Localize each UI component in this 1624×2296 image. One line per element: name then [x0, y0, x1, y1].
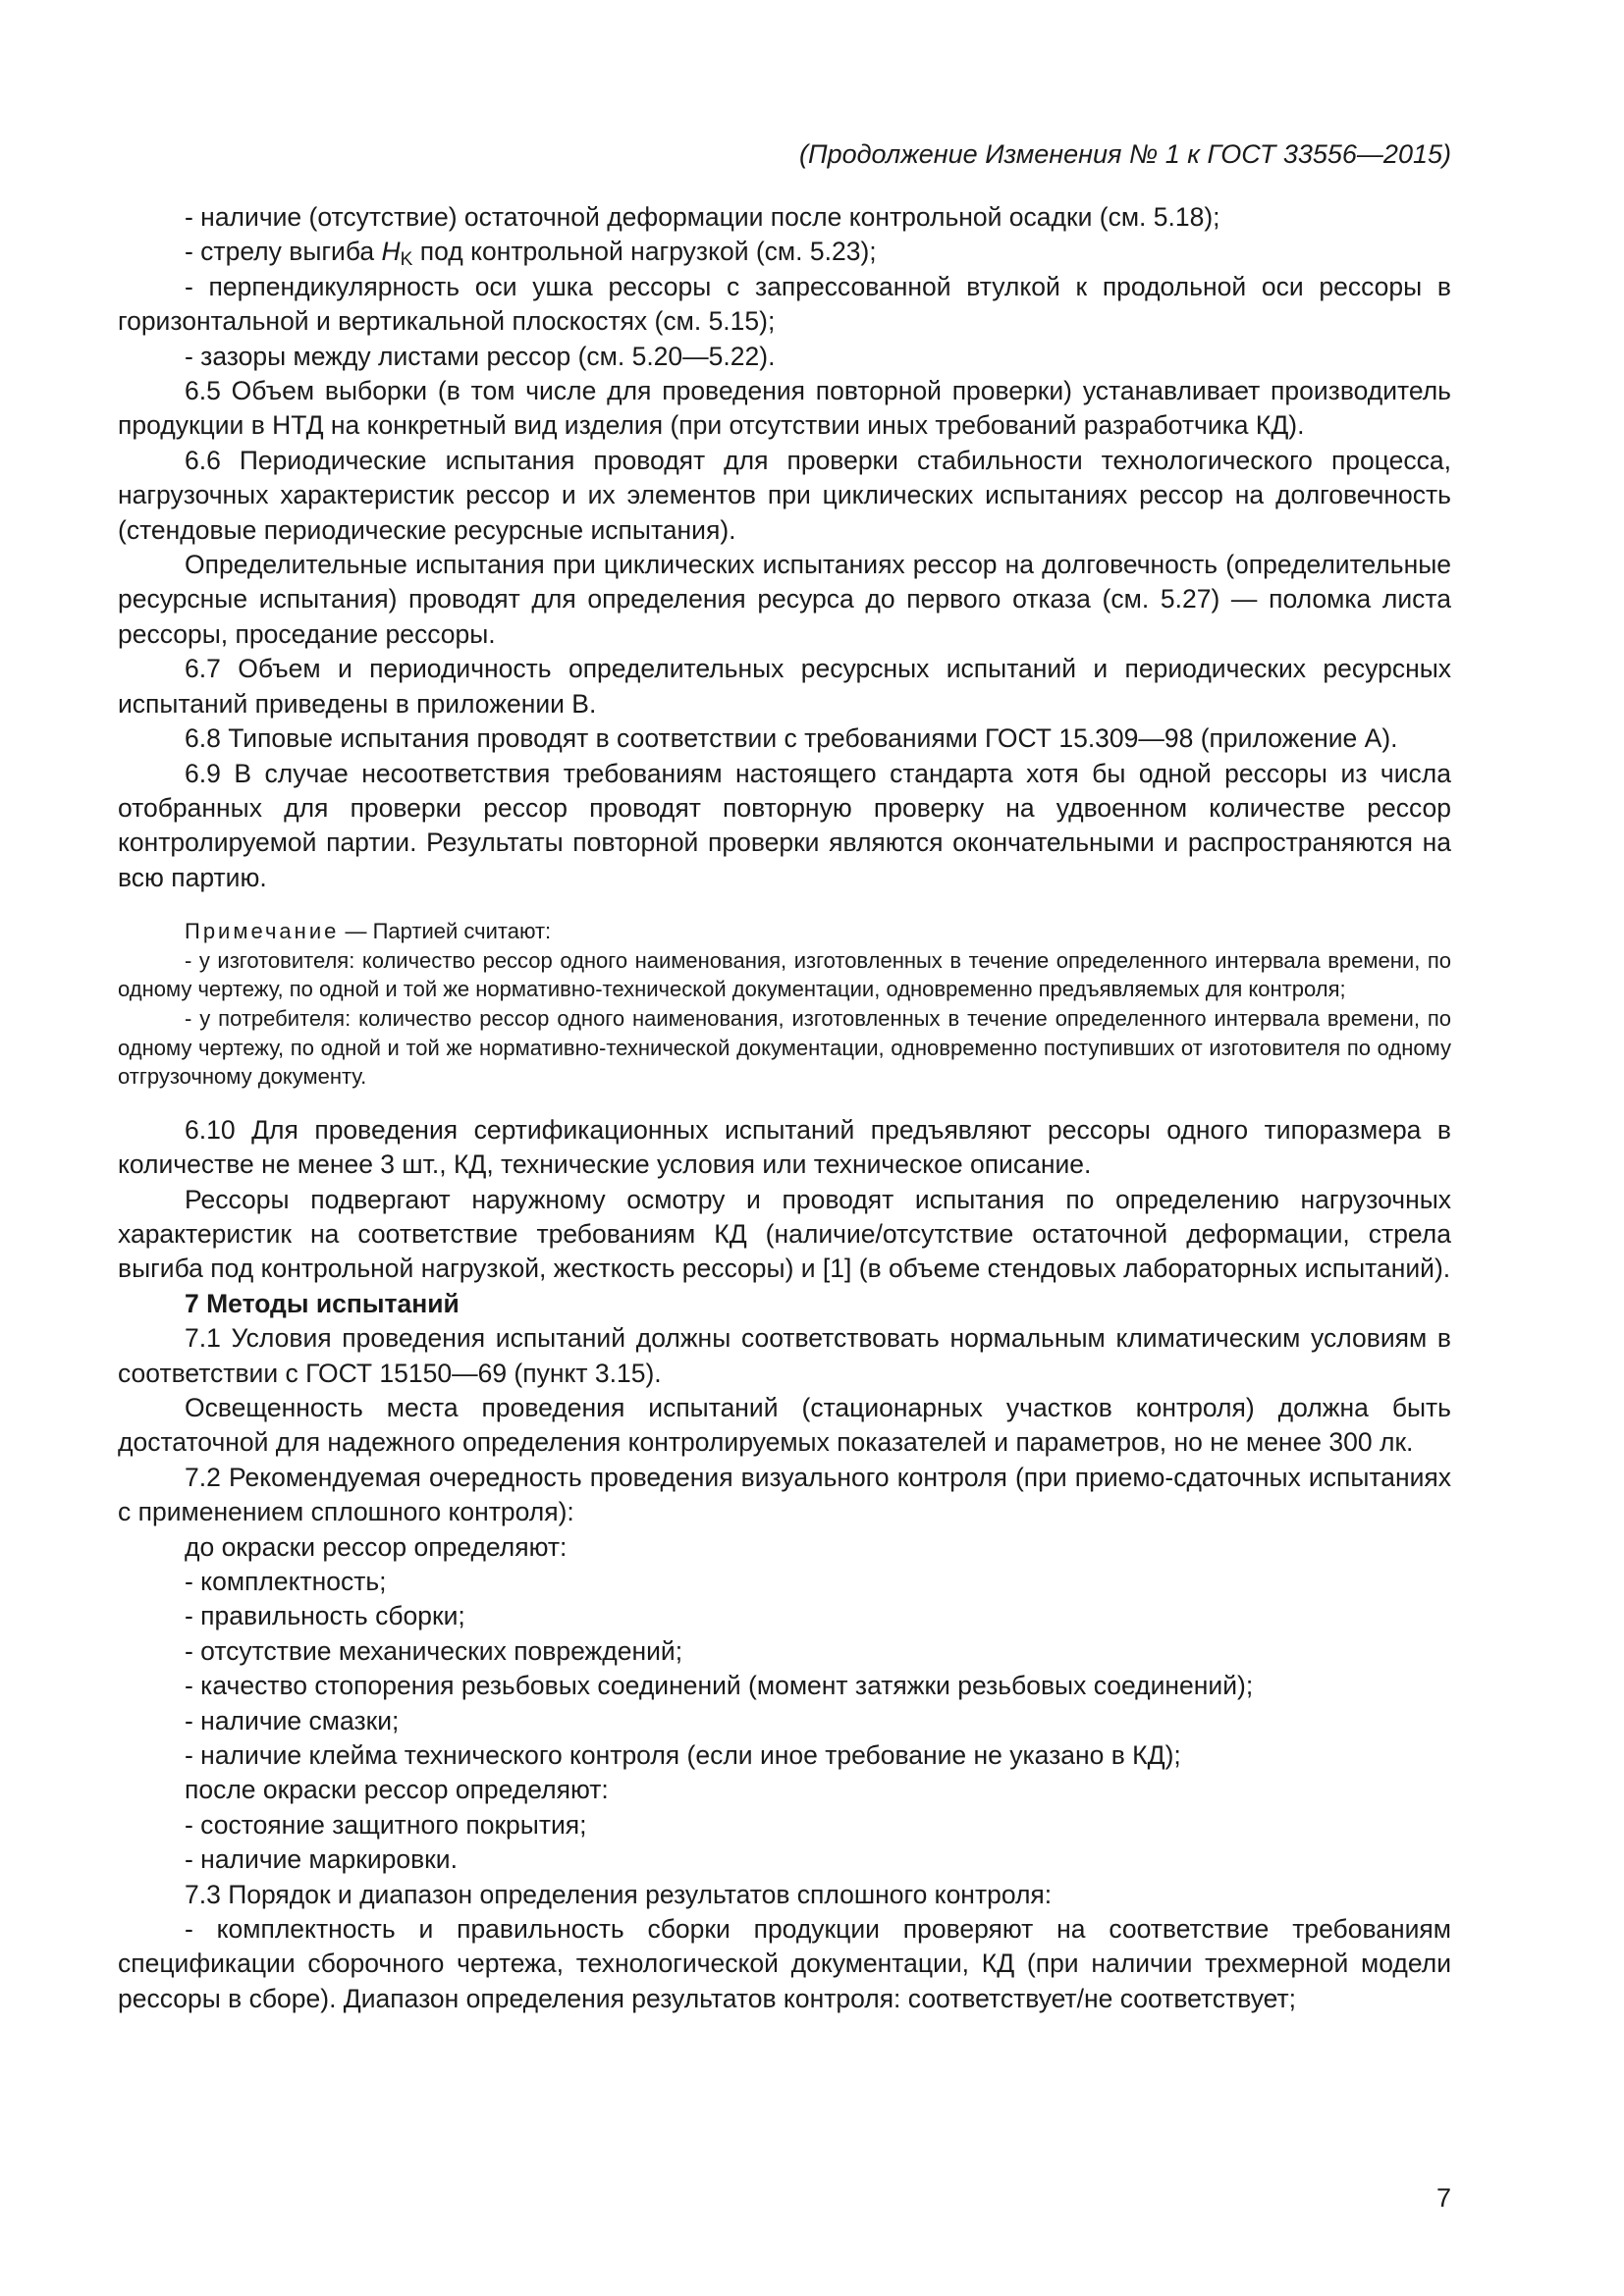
- list-item: - отсутствие механических повреждений;: [185, 1635, 683, 1666]
- paragraph: Рессоры подвергают наружному осмотру и проводят испытания по определению нагрузочных характеристик на соответствие требованиям КД (наличие/отсутствие остаточной деформации, стрела выгиба под контрольной нагрузкой, жесткость рессоры) и [1] (в объеме стендовых лабораторных испытаний).: [118, 1184, 1451, 1284]
- paragraph-7-2: 7.2 Рекомендуемая очередность проведения визуального контроля (при приемо-сдаточных испытаниях с применением сплошного контроля):: [118, 1462, 1451, 1527]
- paragraph-6-5: 6.5 Объем выборки (в том числе для проведения повторной проверки) устанавливает производитель продукции в НТД на конкретный вид изделия (при отсутствии иных требований разработчика КД).: [118, 376, 1451, 441]
- note-item: - у потребителя: количество рессор одного наименования, изготовленных в течение определенного интервала времени, по одному чертежу, по одной и той же нормативно-технической документации, одновременно поступивших от изготовителя по одному отгрузочному документу.: [118, 1005, 1451, 1090]
- list-item: - наличие (отсутствие) остаточной деформации после контрольной осадки (см. 5.18);: [185, 202, 1220, 232]
- note-title: Примечание — Партией считают:: [185, 919, 552, 944]
- page-header: (Продолжение Изменения № 1 к ГОСТ 33556—2015): [799, 139, 1451, 169]
- note-item: - у изготовителя: количество рессор одного наименования, изготовленных в течение определенного интервала времени, по одному чертежу, по одной и той же нормативно-технической документации, одновременно предъявляемых для контроля;: [118, 947, 1451, 1002]
- list-item-strela: - стрелу выгиба $H_K$ под контрольной нагрузкой (см. 5.23);: [185, 237, 877, 271]
- list-item: - зазоры между листами рессор (см. 5.20—5.22).: [185, 341, 776, 371]
- paragraph: Определительные испытания при циклических испытаниях рессор на долговечность (определительные ресурсные испытания) проводят для определения ресурса до первого отказа (см. 5.27) — поломка листа рессоры, проседание рессоры.: [118, 550, 1451, 649]
- list-item: - наличие смазки;: [185, 1705, 400, 1735]
- variable-h: H: [381, 237, 401, 267]
- paragraph: Освещенность места проведения испытаний (стационарных участков контроля) должна быть достаточной для надежного определения контролируемых показателей и параметров, но не менее 300 лк.: [118, 1392, 1451, 1458]
- list-item: - состояние защитного покрытия;: [185, 1809, 587, 1840]
- paragraph-6-7: 6.7 Объем и периодичность определительных ресурсных испытаний и периодических ресурсных испытаний приведены в приложении В.: [118, 654, 1451, 719]
- main-text: [118, 200, 1451, 2016]
- note-block: [118, 917, 1451, 1092]
- list-item: до окраски рессор определяют:: [185, 1531, 568, 1562]
- paragraph: - комплектность и правильность сборки продукции проверяют на соответствие требованиям спецификации сборочного чертежа, технологической документации, КД (при наличии трехмерной модели рессоры в сборе). Диапазон определения результатов контроля: соответствует/не соответствует;: [118, 1914, 1451, 2013]
- paragraph-7-3: 7.3 Порядок и диапазон определения результатов сплошного контроля:: [185, 1879, 1053, 1909]
- document-page: [118, 137, 1451, 2016]
- list-item: - качество стопорения резьбовых соединений (момент затяжки резьбовых соединений);: [185, 1671, 1254, 1701]
- list-item: - комплектность;: [185, 1566, 387, 1596]
- paragraph-6-10: 6.10 Для проведения сертификационных испытаний предъявляют рессоры одного типоразмера в количестве не менее 3 шт., КД, технические условия или техническое описание.: [118, 1114, 1451, 1180]
- section-title: 7 Методы испытаний: [185, 1288, 460, 1318]
- paragraph-6-6: 6.6 Периодические испытания проводят для проверки стабильности технологического процесса, нагрузочных характеристик рессор и их элементов при циклических испытаниях рессор на долговечность (стендовые периодические ресурсные испытания).: [118, 445, 1451, 545]
- paragraph-6-9: 6.9 В случае несоответствия требованиям настоящего стандарта хотя бы одной рессоры из числа отобранных для проверки рессор проводят повторную проверку на удвоенном количестве рессор контролируемой партии. Результаты повторной проверки являются окончательными и распространяются на всю партию.: [118, 758, 1451, 892]
- paragraph-7-1: 7.1 Условия проведения испытаний должны соответствовать нормальным климатическим условиям в соответствии с ГОСТ 15150—69 (пункт 3.15).: [118, 1323, 1451, 1388]
- list-item: - перпендикулярность оси ушка рессоры с запрессованной втулкой к продольной оси рессоры в горизонтальной и вертикальной плоскостях (см. 5.15);: [118, 271, 1451, 337]
- list-item: после окраски рессор определяют:: [185, 1775, 609, 1805]
- paragraph-6-8: 6.8 Типовые испытания проводят в соответствии с требованиями ГОСТ 15.309—98 (приложение А).: [185, 723, 1398, 754]
- list-item: - наличие клейма технического контроля (если иное требование не указано в КД);: [185, 1740, 1181, 1770]
- list-item: - наличие маркировки.: [185, 1844, 458, 1875]
- subscript-k: K: [400, 249, 413, 271]
- list-item: - правильность сборки;: [185, 1601, 465, 1631]
- page-number: 7: [1435, 2183, 1451, 2213]
- note-label: Примечание: [185, 919, 340, 944]
